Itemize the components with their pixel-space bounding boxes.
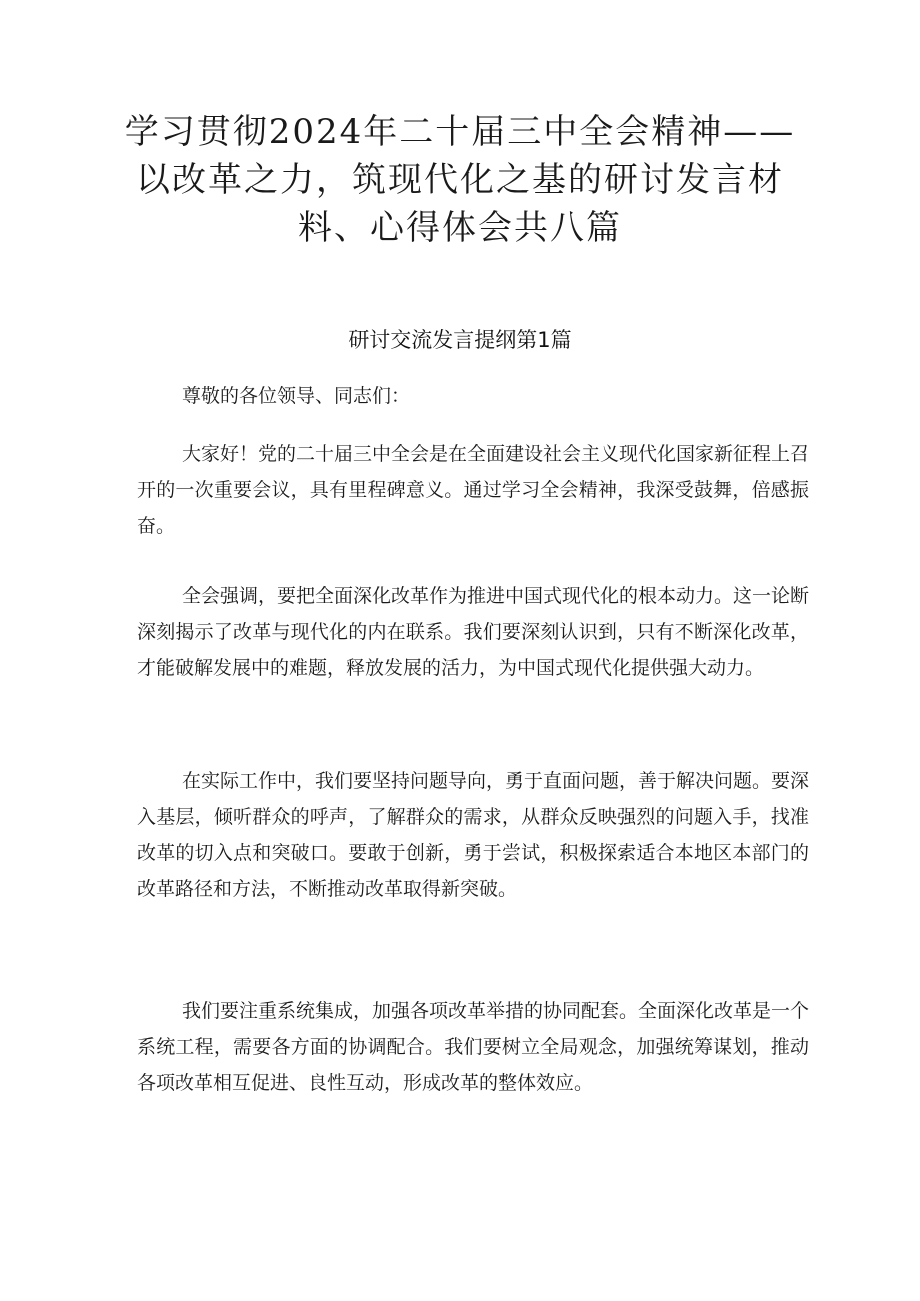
- section-title: 研讨交流发言提纲第1篇: [348, 328, 572, 352]
- document-title: 学习贯彻2024年二十届三中全会精神——以改革之力，筑现代化之基的研讨发言材料、心得体会共八篇: [124, 112, 796, 248]
- paragraph: 在实际工作中，我们要坚持问题导向，勇于直面问题，善于解决问题。要深入基层，倾听群众的呼声，了解群众的需求，从群众反映强烈的问题入手，找准改革的切入点和突破口。要敢于创新，勇于尝试，积极探索适合本地区本部门的改革路径和方法，不断推动改革取得新突破。: [137, 770, 810, 900]
- paragraph: 全会强调，要把全面深化改革作为推进中国式现代化的根本动力。这一论断深刻揭示了改革与现代化的内在联系。我们要深刻认识到，只有不断深化改革，才能破解发展中的难题，释放发展的活力，为中国式现代化提供强大动力。: [137, 585, 810, 679]
- paragraph: 我们要注重系统集成，加强各项改革举措的协同配套。全面深化改革是一个系统工程，需要各方面的协调配合。我们要树立全局观念，加强统筹谋划，推动各项改革相互促进、良性互动，形成改革的整体效应。: [137, 1000, 810, 1094]
- paragraph: 大家好！党的二十届三中全会是在全面建设社会主义现代化国家新征程上召开的一次重要会议，具有里程碑意义。通过学习全会精神，我深受鼓舞，倍感振奋。: [137, 443, 810, 537]
- salutation: 尊敬的各位领导、同志们：: [182, 385, 411, 407]
